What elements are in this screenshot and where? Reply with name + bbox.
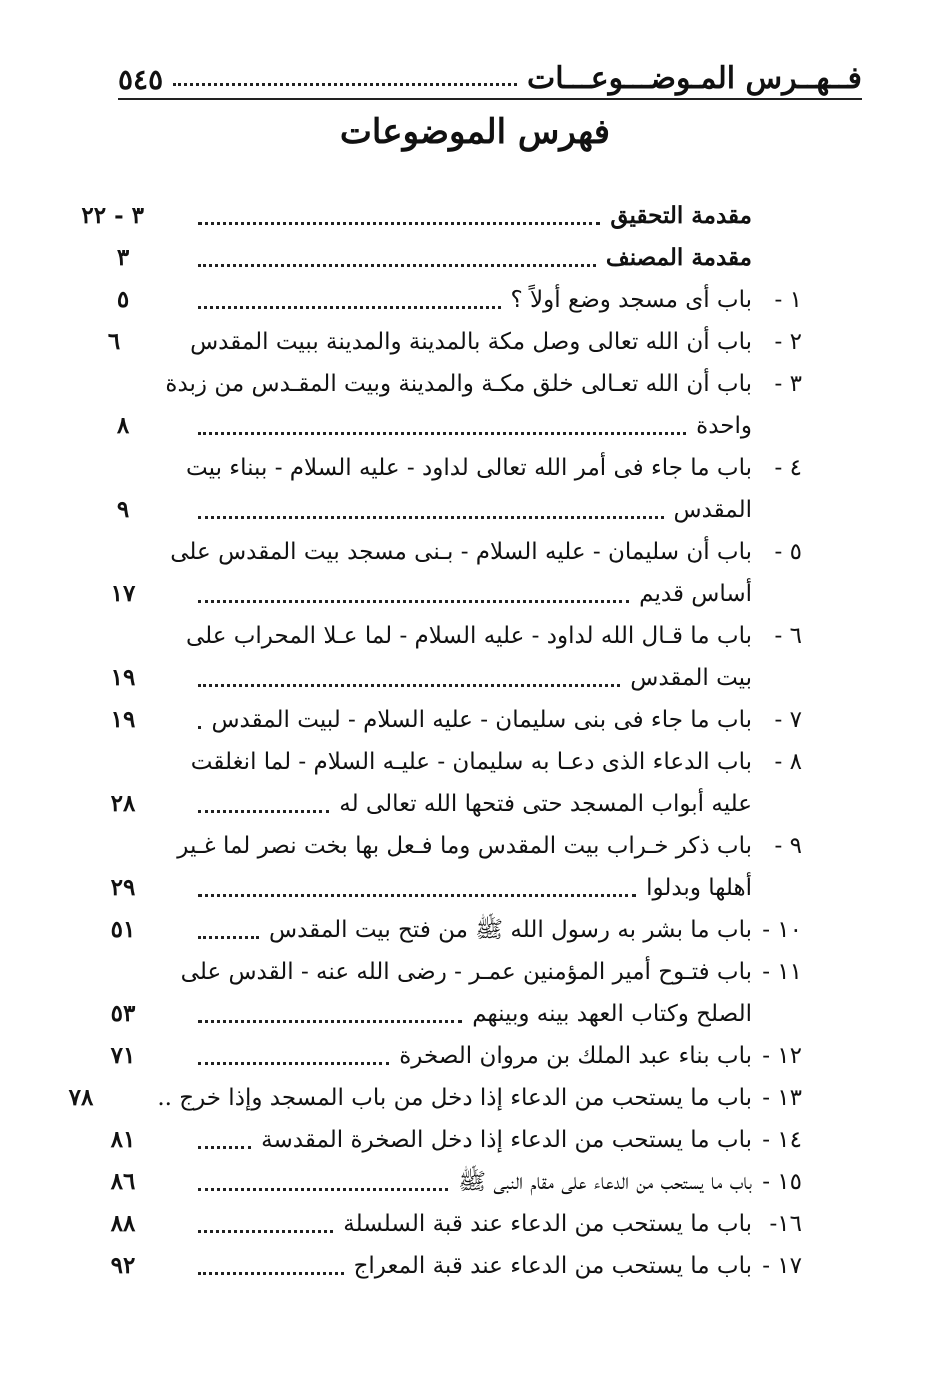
dot-leader [198,936,259,939]
entry-page-number: ٦ [107,328,121,355]
entry-title: باب ما يستحب من الدعاء عند قبة السلسلة [343,1211,752,1237]
dot-leader [198,1188,448,1191]
entry-number: ١ - [774,287,802,313]
entry-title: مقدمة التحقيق [610,202,752,229]
entry-page-number: ٧٨ [68,1084,94,1111]
dot-leader [198,1230,333,1233]
dot-leader [198,684,620,687]
toc-entry [102,279,802,321]
entry-number: ٤ - [774,455,802,481]
entry-number: ٦ - [774,623,802,649]
entry-row [102,1035,752,1077]
entry-number: ١١ - [762,959,802,985]
entry-page-number: ٢٨ [110,790,136,817]
dot-leader [198,432,686,435]
entry-page-number: ١٩ [110,664,136,691]
toc-entry [102,363,802,447]
entry-page-number: ٨١ [110,1126,136,1153]
toc-entry [81,195,802,237]
entry-page-number: ٨٦ [110,1168,136,1195]
toc-entry [102,1119,802,1161]
entry-row [102,657,752,699]
toc-entry [102,237,802,279]
entry-text-line: باب ذكر خـراب بيت المقدس وما فـعل بها بخت نصر لما غـير [177,833,752,859]
entry-page-number: ١٩ [110,706,136,733]
toc-entry [102,1203,802,1245]
entry-number: ١٤ - [762,1127,802,1153]
entry-row [102,867,752,909]
dot-leader [198,516,664,519]
dot-leader [198,222,600,225]
entry-row [102,909,752,951]
toc-entry [68,1077,802,1119]
entry-title: عليه أبواب المسجد حتى فتحها الله تعالى له [339,791,752,817]
entry-row [102,1119,752,1161]
toc-entry [102,447,802,531]
entry-number: ١٥ - [762,1169,802,1195]
entry-text-line: باب ما قـال الله لداود - عليه السلام - لما عـلا المحراب على [185,623,752,649]
entry-title: أهلها وبدلوا [646,875,752,901]
toc-entry [102,909,802,951]
page-number: ٥٤٥ [118,63,164,96]
entry-title: الصلح وكتاب العهد بينه وبينهم [472,1001,752,1027]
dot-leader [198,1020,462,1023]
running-header [118,52,862,96]
entry-title: باب ما جاء فى بنى سليمان - عليه السلام - لبيت المقدس [211,707,752,733]
entry-row [68,1077,752,1119]
entry-row [81,195,752,237]
entry-page-number: ٢٩ [110,874,136,901]
entry-row [102,573,752,615]
toc-entry [102,531,802,615]
entry-page-number: ٣ [116,244,130,271]
toc-entry [102,1035,802,1077]
entry-row [102,699,752,741]
toc-entry [102,1245,802,1287]
entry-row [102,1203,752,1245]
entry-number: ٢ - [774,329,802,355]
dot-leader [198,1062,389,1065]
entry-title: باب أن الله تعالى وصل مكة بالمدينة والمدينة ببيت المقدس [190,329,752,355]
entry-title: باب ما يستحب من الدعاء إذا دخل من باب المسجد وإذا خرج .. [157,1085,752,1111]
entry-row [102,489,752,531]
entry-page-number: ٣ - ٢٢ [81,202,144,229]
entry-page-number: ٥٣ [110,1000,136,1027]
entry-page-number: ٩ [116,496,130,523]
entry-number: ١٧ - [762,1253,802,1279]
entry-title: أساس قديم [639,581,752,607]
dot-leader [198,1272,344,1275]
entry-text-line: باب فتـوح أمير المؤمنين عمـر - رضى الله عنه - القدس على [180,959,752,985]
running-header-title: فــهــرس المـوضـــوعـــات [526,61,862,96]
entry-title: مقدمة المصنف [605,244,752,271]
entry-title: باب بناء عبد الملك بن مروان الصخرة [399,1043,752,1069]
dot-leader [198,726,201,729]
entry-row [102,321,752,363]
entry-page-number: ٥ [116,286,130,313]
entry-row [102,279,752,321]
entry-row [102,1245,752,1287]
entry-number: ١٣ - [762,1085,802,1111]
entry-number: ٨ - [774,749,802,775]
entry-number: ١٠ - [762,917,802,943]
entry-page-number: ١٧ [110,580,136,607]
entry-number: ٧ - [774,707,802,733]
entry-title: بيت المقدس [630,665,752,691]
entry-title: باب ما يستحب من الدعاء عند قبة المعراج [353,1253,752,1279]
toc-entry [102,615,802,699]
page-title: فهرس الموضوعات [339,112,611,152]
entry-text-line: باب ما جاء فى أمر الله تعالى لداود - عليه السلام - ببناء بيت [186,455,752,481]
entry-page-number: ٧١ [110,1042,136,1069]
toc-entry [102,321,802,363]
dot-leader [198,894,636,897]
entry-title: باب ما يستحب من الدعاء إذا دخل الصخرة المقدسة [261,1127,752,1153]
toc-entry [102,951,802,1035]
entry-row [102,1161,752,1203]
dot-leader [198,306,501,309]
dot-leader [198,264,596,267]
dot-leader [173,83,517,86]
entry-number: ١٦- [769,1211,802,1237]
entry-number: ١٢ - [762,1043,802,1069]
entry-title: باب ما يستحب من الدعاء على مقام النبى ﷺ [458,1169,752,1195]
entry-row [102,993,752,1035]
entry-row [102,405,752,447]
header-rule [118,98,862,100]
entry-row [102,237,752,279]
entry-row [102,783,752,825]
table-of-contents [68,195,802,1287]
entry-text-line: باب الدعاء الذى دعـا به سليمان - عليـه السلام - لما انغلقت [190,749,752,775]
dot-leader [198,600,629,603]
entry-text-line: باب أن الله تعـالى خلق مكـة والمدينة وبيت المقـدس من زبدة [165,371,752,397]
dot-leader [198,810,329,813]
entry-text-line: باب أن سليمان - عليه السلام - بـنى مسجد بيت المقدس على [170,539,752,565]
entry-title: المقدس [673,497,752,523]
toc-entry [102,825,802,909]
entry-number: ٥ - [774,539,802,565]
entry-title: باب أى مسجد وضع أولاً ؟ [510,287,752,313]
entry-page-number: ٨ [116,412,130,439]
entry-title: باب ما بشر به رسول الله ﷺ من فتح بيت المقدس [269,917,752,943]
entry-page-number: ٥١ [110,916,136,943]
entry-number: ٣ - [774,371,802,397]
toc-entry [102,1161,802,1203]
entry-page-number: ٨٨ [110,1210,136,1237]
toc-entry [102,699,802,741]
toc-entry [102,741,802,825]
dot-leader [198,1146,251,1149]
entry-title: واحدة [696,413,752,439]
entry-page-number: ٩٢ [110,1252,136,1279]
entry-number: ٩ - [774,833,802,859]
